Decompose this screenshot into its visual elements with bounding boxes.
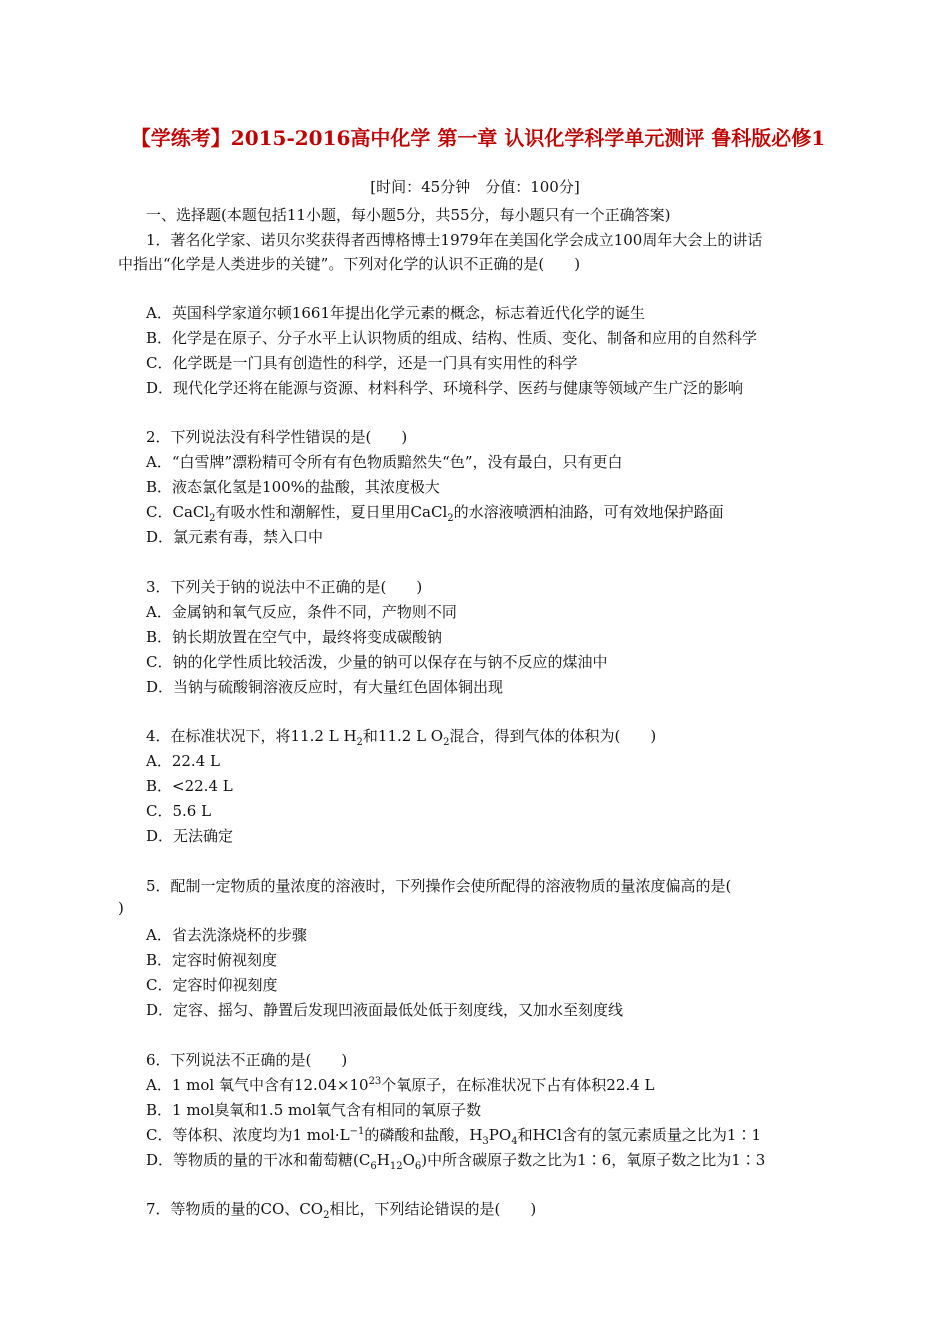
q2-option-d: D．氯元素有毒，禁入口中 xyxy=(146,528,324,546)
exam-meta: [时间：45分钟 分值：100分] xyxy=(370,178,580,196)
q4-stem xyxy=(146,725,656,748)
subscript: 2 xyxy=(209,513,216,524)
q3-stem: 3．下列关于钠的说法中不正确的是( ) xyxy=(146,578,423,596)
q5-stem-line2: ) xyxy=(118,899,124,917)
q6-option-d xyxy=(146,1149,765,1172)
q2-option-c xyxy=(146,501,724,524)
text: 的磷酸和盐酸，H xyxy=(364,1126,483,1144)
q1-option-d: D．现代化学还将在能源与资源、材料科学、环境科学、医药与健康等领域产生广泛的影响 xyxy=(146,379,744,397)
q6-option-b: B．1 mol臭氧和1.5 mol氧气含有相同的氧原子数 xyxy=(146,1101,482,1119)
q4-option-a: A．22.4 L xyxy=(146,752,220,770)
subscript: 2 xyxy=(323,1210,330,1221)
text: )中所含碳原子数之比为1∶6，氧原子数之比为1∶3 xyxy=(421,1151,766,1169)
q1-option-c: C．化学既是一门具有创造性的科学，还是一门具有实用性的科学 xyxy=(146,354,578,372)
q1-option-a: A．英国科学家道尔顿1661年提出化学元素的概念，标志着近代化学的诞生 xyxy=(146,304,646,322)
text: C．CaCl xyxy=(146,503,210,521)
subscript: 12 xyxy=(389,1161,403,1172)
q5-option-b: B．定容时俯视刻度 xyxy=(146,951,278,969)
text: A．1 mol 氧气中含有12.04×10 xyxy=(146,1076,369,1094)
subscript: 4 xyxy=(511,1136,518,1147)
text: 7．等物质的量的CO、CO xyxy=(146,1200,324,1218)
q4-option-d: D．无法确定 xyxy=(146,827,234,845)
q6-stem: 6．下列说法不正确的是( ) xyxy=(146,1051,348,1069)
q1-stem-line2: 中指出“化学是人类进步的关键”。下列对化学的认识不正确的是( ) xyxy=(118,255,581,273)
q3-option-c: C．钠的化学性质比较活泼，少量的钠可以保存在与钠不反应的煤油中 xyxy=(146,653,608,671)
text: 相比，下列结论错误的是( ) xyxy=(329,1200,537,1218)
q2-stem: 2．下列说法没有科学性错误的是( ) xyxy=(146,428,408,446)
q3-option-d: D．当钠与硫酸铜溶液反应时，有大量红色固体铜出现 xyxy=(146,678,504,696)
subscript: 2 xyxy=(356,737,363,748)
q5-option-d: D．定容、摇匀、静置后发现凹液面最低处低于刻度线，又加水至刻度线 xyxy=(146,1001,624,1019)
subscript: 6 xyxy=(414,1161,422,1172)
q6-option-c xyxy=(146,1124,761,1147)
q6-option-a xyxy=(146,1074,654,1095)
q1-option-b: B．化学是在原子、分子水平上认识物质的组成、结构、性质、变化、制备和应用的自然科学 xyxy=(146,329,758,347)
q1-stem-line1: 1．著名化学家、诺贝尔奖获得者西博格博士1979年在美国化学会成立100周年大会上的讲话 xyxy=(146,231,763,249)
subscript: 6 xyxy=(370,1161,377,1172)
q5-option-c: C．定容时仰视刻度 xyxy=(146,976,278,994)
subscript: 3 xyxy=(482,1136,489,1147)
q2-option-a: A．“白雪牌”漂粉精可令所有有色物质黯然失“色”，没有最白，只有更白 xyxy=(146,453,623,471)
text: PO xyxy=(488,1126,512,1144)
q2-option-b: B．液态氯化氢是100%的盐酸，其浓度极大 xyxy=(146,478,440,496)
text: 有吸水性和潮解性，夏日里用CaCl xyxy=(215,503,448,521)
superscript: −1 xyxy=(349,1126,365,1137)
subscript: 2 xyxy=(447,513,454,524)
text: 的水溶液喷洒柏油路，可有效地保护路面 xyxy=(453,503,724,521)
q3-option-b: B．钠长期放置在空气中，最终将变成碳酸钠 xyxy=(146,628,443,646)
text: C．等体积、浓度均为1 mol·L xyxy=(146,1126,350,1144)
text: 和11.2 L O xyxy=(362,727,444,745)
superscript: 23 xyxy=(368,1076,382,1087)
text: 和HCl含有的氢元素质量之比为1∶1 xyxy=(517,1126,762,1144)
page-title: 【学练考】2015-2016高中化学 第一章 认识化学科学单元测评 鲁科版必修1 xyxy=(130,126,826,150)
subscript: 2 xyxy=(443,737,450,748)
text: 4．在标准状况下，将11.2 L H xyxy=(146,727,357,745)
text: O xyxy=(402,1151,415,1169)
q4-option-b: B．<22.4 L xyxy=(146,777,233,795)
q3-option-a: A．金属钠和氧气反应，条件不同，产物则不同 xyxy=(146,603,457,621)
q4-option-c: C．5.6 L xyxy=(146,802,212,820)
section-heading: 一、选择题(本题包括11小题，每小题5分，共55分，每小题只有一个正确答案) xyxy=(146,206,671,224)
q5-stem-line1: 5．配制一定物质的量浓度的溶液时，下列操作会使所配得的溶液物质的量浓度偏高的是( xyxy=(146,877,732,895)
text: 混合，得到气体的体积为( ) xyxy=(449,727,657,745)
q7-stem xyxy=(146,1198,536,1221)
text: H xyxy=(376,1151,390,1169)
q5-option-a: A．省去洗涤烧杯的步骤 xyxy=(146,926,307,944)
text: D．等物质的量的干冰和葡萄糖(C xyxy=(146,1151,371,1169)
text: 个氧原子，在标准状况下占有体积22.4 L xyxy=(381,1076,655,1094)
